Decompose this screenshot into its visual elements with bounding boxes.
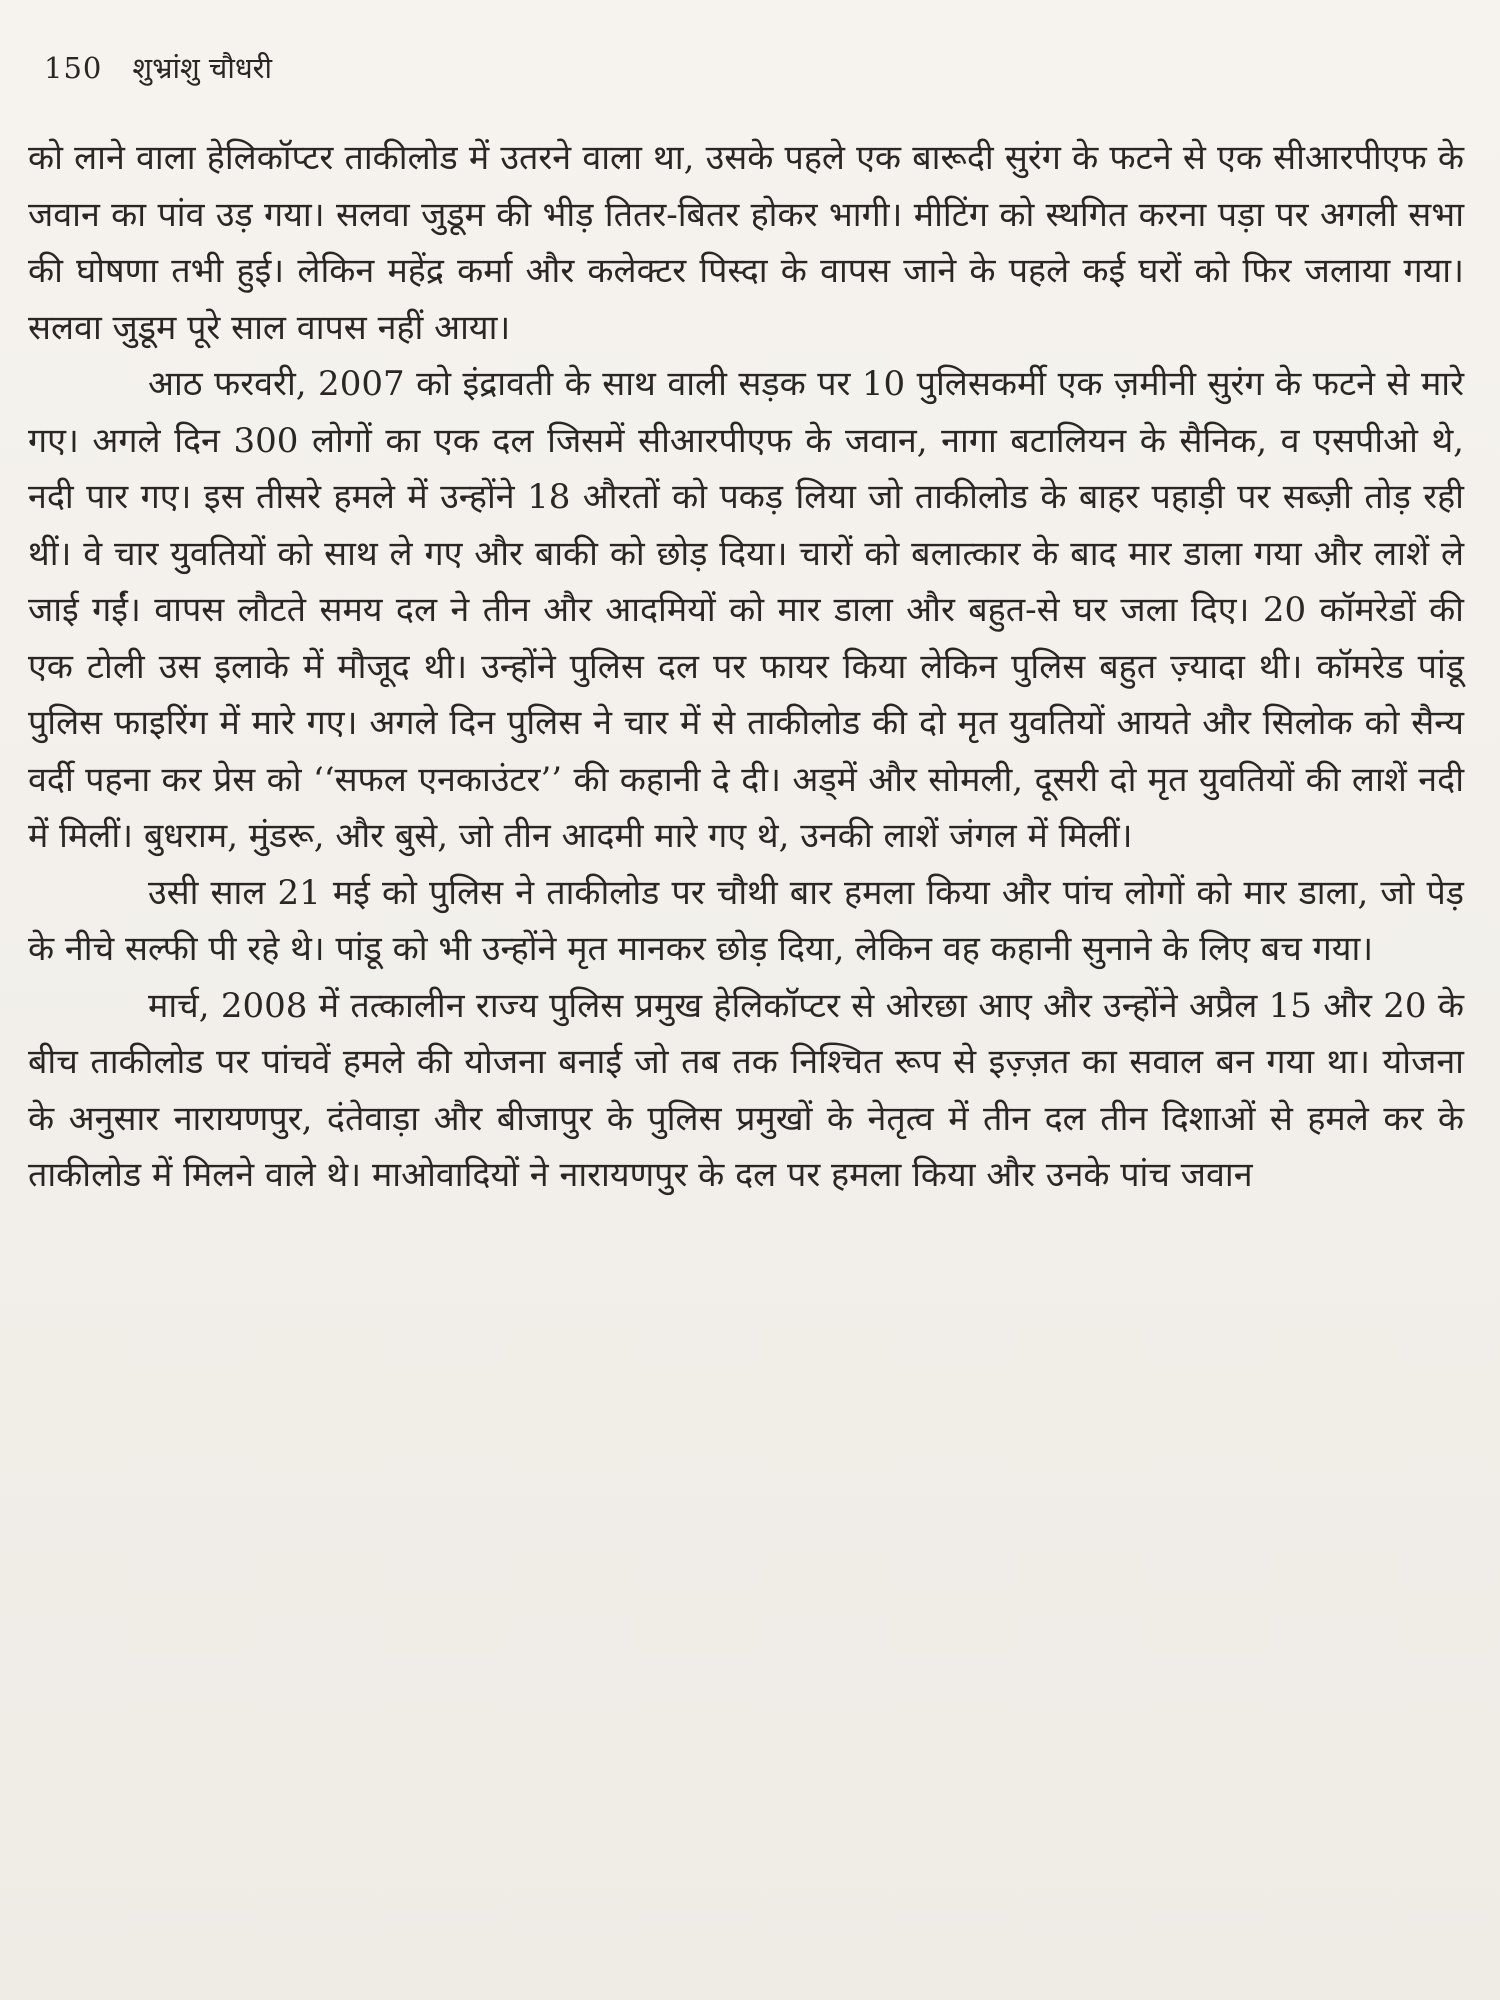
- paragraph-1: को लाने वाला हेलिकॉप्टर ताकीलोड में उतरने वाला था, उसके पहले एक बारूदी सुरंग के फटने से एक सीआरपीएफ के जवान का पांव उड़ गया। सलवा जुडूम की भीड़ तितर-बितर होकर भागी। मीटिंग को स्थगित करना पड़ा पर अगली सभा की घोषणा तभी हुई। लेकिन महेंद्र कर्मा और कलेक्टर पिस्दा के वापस जाने के पहले कई घरों को फिर जलाया गया। सलवा जुडूम पूरे साल वापस नहीं आया।: [28, 138, 1464, 348]
- paragraph-4: मार्च, 2008 में तत्कालीन राज्य पुलिस प्रमुख हेलिकॉप्टर से ओरछा आए और उन्होंने अप्रैल 15 और 20 के बीच ताकीलोड पर पांचवें हमले की योजना बनाई जो तब तक निश्चित रूप से इज़्ज़त का सवाल बन गया था। योजना के अनुसार नारायणपुर, दंतेवाड़ा और बीजापुर के पुलिस प्रमुखों के नेतृत्व में तीन दल तीन दिशाओं से हमले कर के ताकीलोड में मिलने वाले थे। माओवादियों ने नारायणपुर के दल पर हमला किया और उनके पांच जवान: [28, 985, 1464, 1195]
- author-name: शुभ्रांशु चौधरी: [132, 51, 273, 85]
- page-number: 150: [44, 51, 103, 85]
- running-head: [44, 48, 1464, 88]
- paragraph-2: आठ फरवरी, 2007 को इंद्रावती के साथ वाली सड़क पर 10 पुलिसकर्मी एक ज़मीनी सुरंग के फटने से मारे गए। अगले दिन 300 लोगों का एक दल जिसमें सीआरपीएफ के जवान, नागा बटालियन के सैनिक, व एसपीओ थे, नदी पार गए। इस तीसरे हमले में उन्होंने 18 औरतों को पकड़ लिया जो ताकीलोड के बाहर पहाड़ी पर सब्ज़ी तोड़ रही थीं। वे चार युवतियों को साथ ले गए और बाकी को छोड़ दिया। चारों को बलात्कार के बाद मार डाला गया और लाशें ले जाई गईं। वापस लौटते समय दल ने तीन और आदमियों को मार डाला और बहुत-से घर जला दिए। 20 कॉमरेडों की एक टोली उस इलाके में मौजूद थी। उन्होंने पुलिस दल पर फायर किया लेकिन पुलिस बहुत ज़्यादा थी। कॉमरेड पांडू पुलिस फाइरिंग में मारे गए। अगले दिन पुलिस ने चार में से ताकीलोड की दो मृत युवतियों आयते और सिलोक को सैन्य वर्दी पहना कर प्रेस को ‘‘सफल एनकाउंटर’’ की कहानी दे दी। अड्में और सोमली, दूसरी दो मृत युवतियों की लाशें नदी में मिलीं। बुधराम, मुंडरू, और बुसे, जो तीन आदमी मारे गए थे, उनकी लाशें जंगल में मिलीं।: [28, 364, 1464, 856]
- body-text: [28, 130, 1464, 1204]
- paragraph-3: उसी साल 21 मई को पुलिस ने ताकीलोड पर चौथी बार हमला किया और पांच लोगों को मार डाला, जो पेड़ के नीचे सल्फी पी रहे थे। पांडू को भी उन्होंने मृत मानकर छोड़ दिया, लेकिन वह कहानी सुनाने के लिए बच गया।: [28, 872, 1464, 969]
